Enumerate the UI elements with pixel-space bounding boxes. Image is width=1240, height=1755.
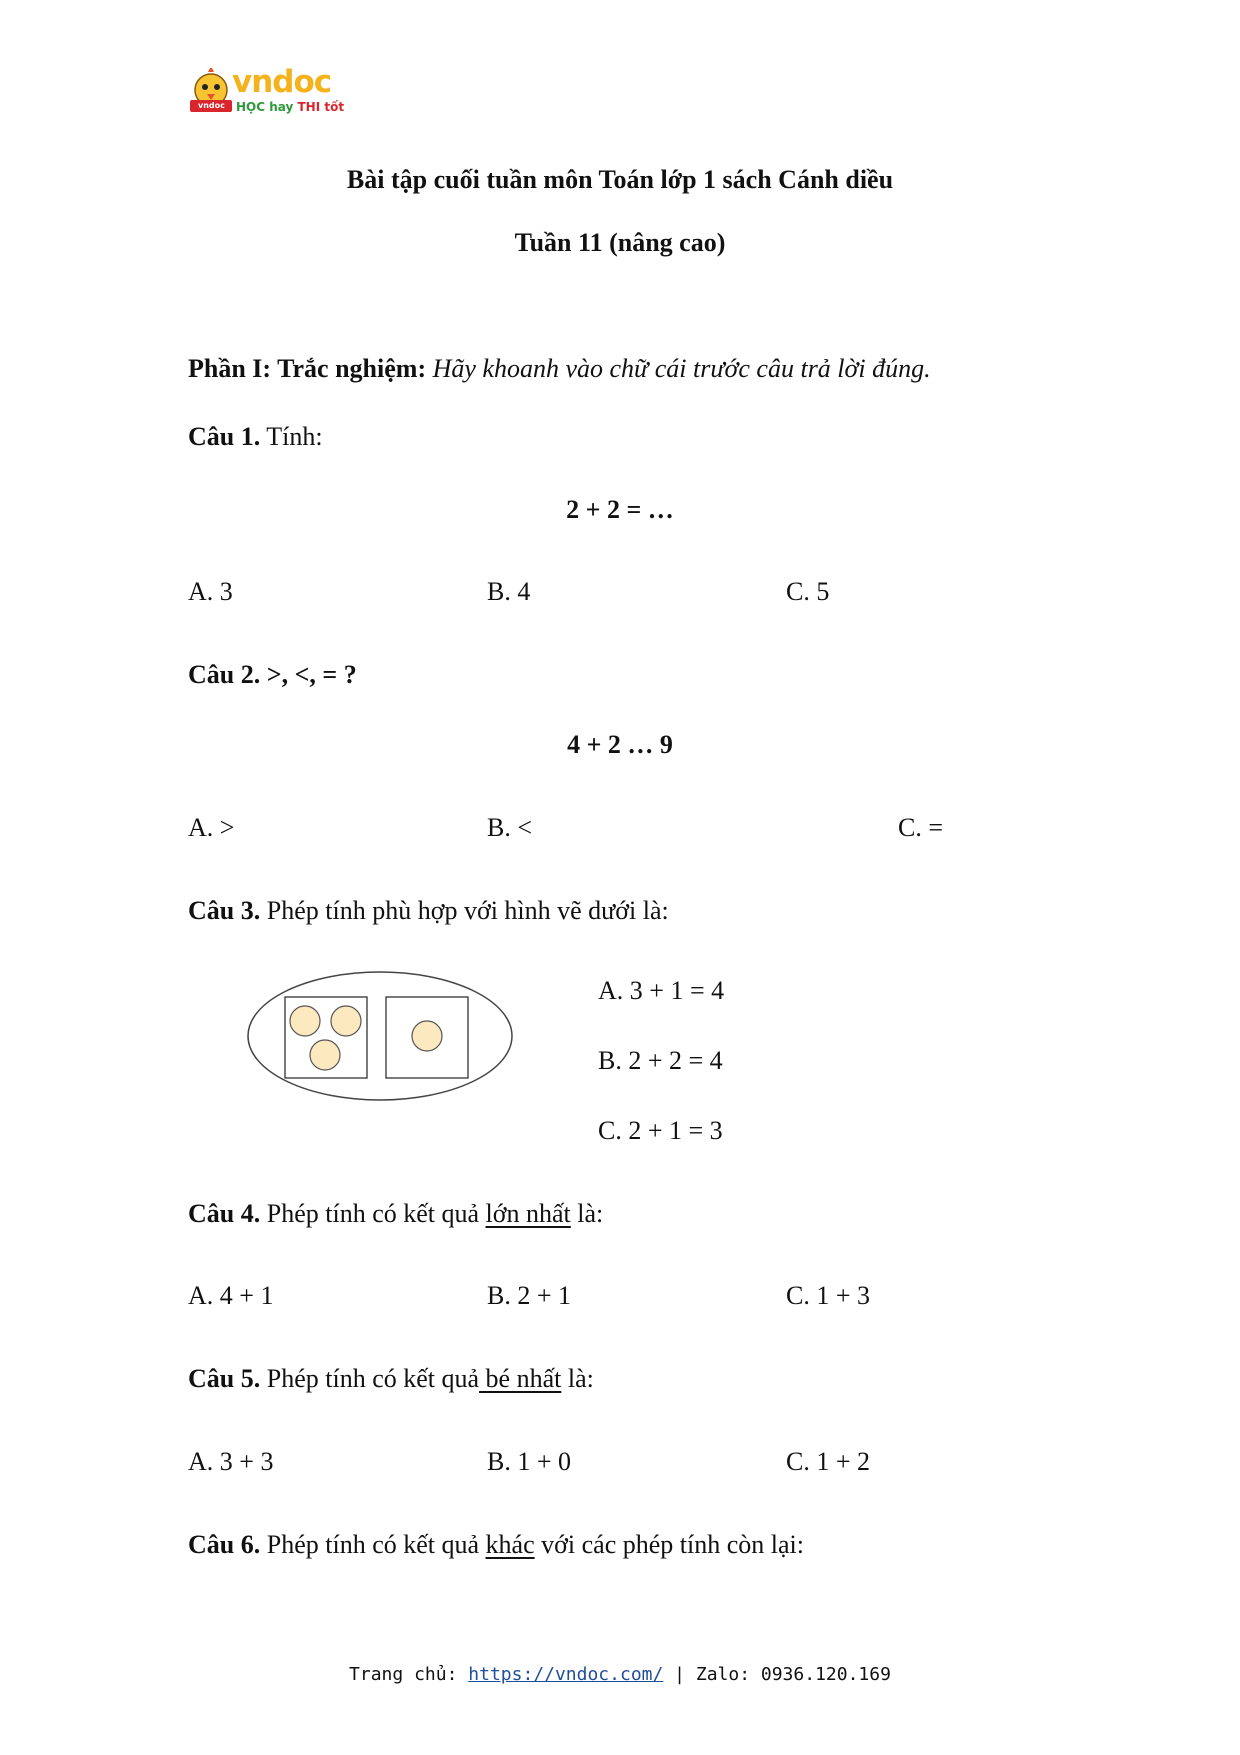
q3-option-a[interactable]: A. 3 + 1 = 4 bbox=[598, 976, 725, 1005]
logo-wordmark: vndoc bbox=[232, 64, 332, 100]
question-1-expression: 2 + 2 = … bbox=[566, 495, 674, 524]
footer-home-link[interactable]: https://vndoc.com/ bbox=[468, 1664, 664, 1685]
q5-option-b[interactable]: B. 1 + 0 bbox=[487, 1447, 572, 1476]
logo-badge: vndoc bbox=[198, 101, 225, 110]
part1-heading: Phần I: Trắc nghiệm: Hãy khoanh vào chữ cái trước câu trả lời đúng. bbox=[188, 354, 931, 383]
q4-option-a[interactable]: A. 4 + 1 bbox=[188, 1281, 274, 1310]
footer-separator: | bbox=[663, 1664, 696, 1685]
vndoc-logo bbox=[188, 64, 348, 124]
page-footer bbox=[0, 1664, 1240, 1685]
question-6: Câu 6. Phép tính có kết quả khác với các phép tính còn lại: bbox=[188, 1530, 804, 1559]
q2-option-a[interactable]: A. > bbox=[188, 813, 235, 842]
q1-option-c[interactable]: C. 5 bbox=[786, 577, 830, 606]
q3-option-c[interactable]: C. 2 + 1 = 3 bbox=[598, 1116, 723, 1145]
question-3-figure bbox=[245, 970, 515, 1102]
q2-option-b[interactable]: B. < bbox=[487, 813, 533, 842]
q2-option-c[interactable]: C. = bbox=[898, 813, 944, 842]
page-title: Bài tập cuối tuần môn Toán lớp 1 sách Cánh diều bbox=[346, 165, 894, 194]
q3-option-b[interactable]: B. 2 + 2 = 4 bbox=[598, 1046, 723, 1075]
footer-zalo: Zalo: 0936.120.169 bbox=[695, 1664, 891, 1685]
question-2-expression: 4 + 2 … 9 bbox=[567, 730, 673, 759]
q5-option-a[interactable]: A. 3 + 3 bbox=[188, 1447, 274, 1476]
question-4: Câu 4. Phép tính có kết quả lớn nhất là: bbox=[188, 1199, 604, 1228]
question-2: Câu 2. >, <, = ? bbox=[188, 660, 357, 689]
q1-option-a[interactable]: A. 3 bbox=[188, 577, 233, 606]
q4-option-c[interactable]: C. 1 + 3 bbox=[786, 1281, 871, 1310]
question-5: Câu 5. Phép tính có kết quả bé nhất là: bbox=[188, 1364, 594, 1393]
page-subtitle: Tuần 11 (nâng cao) bbox=[514, 228, 726, 257]
question-1: Câu 1. Tính: bbox=[188, 422, 323, 451]
logo-tagline: HỌC hay THI tốt bbox=[236, 100, 345, 114]
q4-option-b[interactable]: B. 2 + 1 bbox=[487, 1281, 572, 1310]
chick-mascot-icon bbox=[188, 68, 234, 120]
question-3: Câu 3. Phép tính phù hợp với hình vẽ dưới là: bbox=[188, 896, 669, 925]
footer-home-label: Trang chủ: bbox=[349, 1664, 469, 1685]
q1-option-b[interactable]: B. 4 bbox=[487, 577, 531, 606]
q5-option-c[interactable]: C. 1 + 2 bbox=[786, 1447, 871, 1476]
